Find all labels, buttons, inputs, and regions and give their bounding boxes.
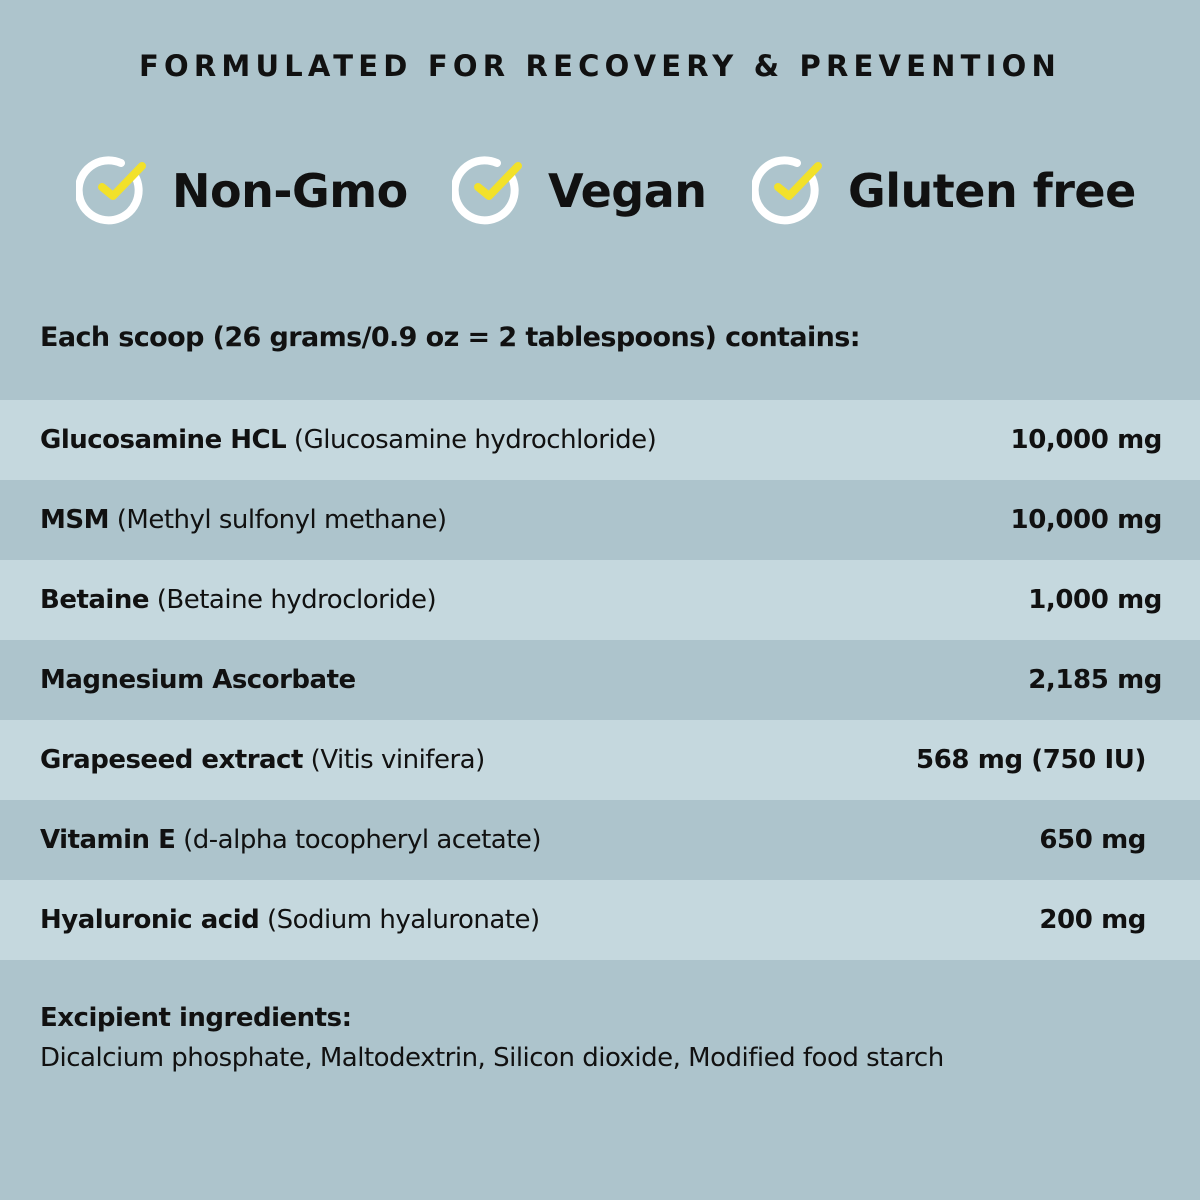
ingredient-detail: (Vitis vinifera) [302, 745, 485, 775]
ingredient-title: Glucosamine HCL [40, 425, 287, 455]
ingredient-name [40, 905, 540, 935]
check-circle-icon [752, 154, 826, 228]
ingredient-title: Grapeseed extract [40, 745, 303, 775]
ingredient-detail: (Glucosamine hydrochloride) [286, 425, 657, 455]
ingredient-amount: 200 mg [1039, 905, 1146, 935]
ingredient-amount: 10,000 mg [1010, 425, 1162, 455]
ingredient-title: MSM [40, 505, 109, 535]
ingredient-name [40, 825, 541, 855]
badge-label: Gluten free [848, 164, 1136, 218]
ingredient-name [40, 585, 436, 615]
ingredient-title: Magnesium Ascorbate [40, 665, 356, 695]
ingredient-detail: (Betaine hydrocloride) [148, 585, 437, 615]
ingredient-row [0, 880, 1200, 960]
excipient-title: Excipient ingredients: [40, 1003, 352, 1033]
ingredient-title: Betaine [40, 585, 149, 615]
ingredient-amount: 10,000 mg [1010, 505, 1162, 535]
check-circle-icon [76, 154, 150, 228]
headline: FORMULATED FOR RECOVERY & PREVENTION [139, 49, 1061, 83]
excipient-section [40, 998, 944, 1078]
ingredient-name [40, 505, 447, 535]
ingredient-detail: (d-alpha tocopheryl acetate) [175, 825, 542, 855]
ingredient-detail: (Methyl sulfonyl methane) [108, 505, 447, 535]
serving-size-text: Each scoop (26 grams/0.9 oz = 2 tablespoons) contains: [40, 322, 860, 353]
ingredient-amount: 1,000 mg [1028, 585, 1162, 615]
badge-row [0, 146, 1200, 236]
ingredient-amount: 2,185 mg [1028, 665, 1162, 695]
check-circle-icon [452, 154, 526, 228]
badge-label: Non-Gmo [172, 164, 408, 218]
ingredient-row [0, 400, 1200, 480]
ingredient-row [0, 560, 1200, 640]
badge-gluten-free [752, 146, 1136, 236]
ingredient-title: Hyaluronic acid [40, 905, 260, 935]
ingredient-name [40, 425, 656, 455]
ingredient-row [0, 640, 1200, 720]
ingredient-name [40, 745, 485, 775]
ingredient-row [0, 720, 1200, 800]
ingredient-amount: 568 mg (750 IU) [916, 745, 1146, 775]
ingredient-detail: (Sodium hyaluronate) [259, 905, 540, 935]
ingredient-title: Vitamin E [40, 825, 176, 855]
ingredient-name [40, 665, 356, 695]
badge-vegan [452, 146, 707, 236]
ingredient-row [0, 800, 1200, 880]
ingredient-amount: 650 mg [1039, 825, 1146, 855]
ingredients-table [0, 400, 1200, 960]
excipient-list: Dicalcium phosphate, Maltodextrin, Silicon dioxide, Modified food starch [40, 1043, 944, 1073]
ingredient-row [0, 480, 1200, 560]
badge-label: Vegan [548, 164, 707, 218]
badge-non-gmo [76, 146, 408, 236]
